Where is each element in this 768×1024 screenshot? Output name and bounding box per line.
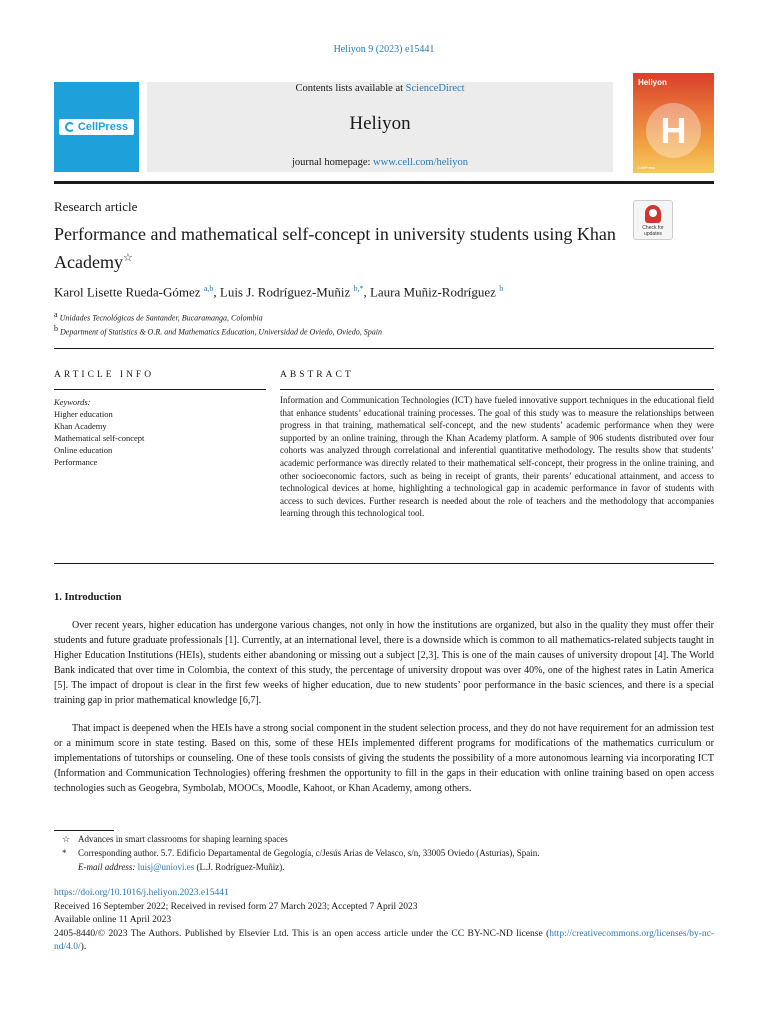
introduction-heading: 1. Introduction xyxy=(54,592,122,603)
keywords-block xyxy=(54,396,266,468)
author-list: Karol Lisette Rueda-Gómez $^{a,b}$, Luis J. Rodríguez-Muñiz $^{b,*}$, Laura Muñiz-Rodríguez $^b$ xyxy=(54,284,504,300)
email-link[interactable]: luisj@uniovi.es xyxy=(137,862,195,872)
section-divider xyxy=(54,563,714,564)
author-name[interactable]: Luis J. Rodríguez-Muñiz xyxy=(219,284,351,300)
journal-masthead xyxy=(54,73,714,173)
running-head[interactable]: Heliyon 9 (2023) e15441 xyxy=(333,44,435,55)
doi-line xyxy=(54,887,714,900)
license-statement: 2405-8440/© 2023 The Authors. Published by Elsevier Ltd. This is an open access article under the CC BY-NC-ND license (http://creativecommons.org/licenses/by-nc-nd/4.0/). xyxy=(54,929,715,952)
abstract-heading: ABSTRACT xyxy=(280,370,354,380)
author-affiliation-mark[interactable]: b xyxy=(499,284,504,293)
crossmark-icon xyxy=(645,205,661,223)
title-footnote-mark[interactable]: ☆ xyxy=(122,252,133,264)
author-name[interactable]: Karol Lisette Rueda-Gómez xyxy=(54,284,201,300)
journal-cover-image[interactable] xyxy=(633,73,714,173)
body-paragraph: That impact is deepened when the HEIs have a strong social component in the student selection process, and they do not have requirement for an admission test or a minimum score in state testing. Based on this, some of these HEIs implemented different programs for modifications of the mathematics curriculum or implementations of tutorships or counseling. One of these tools consists of giving the students the possibility of a more autonomous learning via incorporating ICT (Information and Communication Technologies) offering freshmen the opportunity to fill in the gaps in their education with online training based on open access technologies such as Geogebra, Symbolab, MOOCs, Moodle, Kahoot, or Khan Academy, among others. xyxy=(54,723,714,794)
footnote-text: Advances in smart classrooms for shaping learning spaces xyxy=(78,834,288,844)
publisher-logo-box[interactable] xyxy=(54,82,139,172)
license-text: 2405-8440/© 2023 The Authors. Published by Elsevier Ltd. This is an open access article under the CC BY-NC-ND license xyxy=(54,929,543,939)
footnote-text: Corresponding author. 5.7. Edificio Departamental de Gegología, c/Jesús Arias de Velasco, s/n, 33005 Oviedo (Asturias), Spain. xyxy=(78,848,540,858)
abstract-text: Information and Communication Technologies (ICT) have fueled innovative support techniques in the educational field that enhance students’ educational training processes. The goal of this study was to measure the relationships between progress in that training, mathematical self-concept, and the new students’ academic performance when they were supported by an online training, through the Khan Academy platform. A sample of 906 students distributed over four cohorts was analyzed through correlational and inferential quantitative methodology. The results show that students’ academic performance was directly related to their mathematical self-concept, their progress in the online training, and other socioeconomic factors, such as being in receipt of grants, their parents’ educational attainment, and access to technological devices at home, highlighting a technological gap in academic performance in favor of students with access to such devices. Further research is needed about the role of teachers and the methodology that accompanies learning through this technological tool. xyxy=(280,395,714,519)
contents-prefix: Contents lists available at xyxy=(295,83,404,94)
affiliation-text: Department of Statistics & O.R. and Mathematics Education, Universidad de Oviedo, Oviedo, Spain xyxy=(60,327,382,337)
section-divider xyxy=(54,348,714,349)
keyword-item: Online education xyxy=(54,445,113,455)
footnote xyxy=(62,846,712,860)
cover-footer: CellPress xyxy=(638,165,656,170)
cover-emblem xyxy=(646,103,701,158)
footnote-mark: ☆ xyxy=(62,834,71,844)
keyword-item: Performance xyxy=(54,457,98,467)
check-for-updates-button[interactable] xyxy=(633,200,673,240)
sciencedirect-link[interactable]: ScienceDirect xyxy=(405,83,465,94)
body-paragraph: Over recent years, higher education has undergone various changes, not only in how the institutions are organized, but also in the quality they must offer their students and future graduate professionals [1]. Currently, at an international level, there is a downside which is common to all mathematics-related subjects taught in Higher Education Institutions (HEIs), students either abandoning or missing out a subject [2,3]. This is one of the main causes of university dropout [4]. The World Bank indicated that over time in Colombia, the context of this study, the percentage of university dropout was over 40%, one of the highest rates in Latin America [5]. The impact of dropout is clear in the first few weeks of higher education, due to new students’ poor performance in the basic sciences, and there is a special training gap in prior mathematical knowledge [6,7]. xyxy=(54,620,714,706)
author-affiliation-mark[interactable]: a,b xyxy=(203,284,214,293)
footnote-divider xyxy=(54,830,114,831)
received-dates: Received 16 September 2022; Received in revised form 27 March 2023; Accepted 7 April 2023 xyxy=(54,902,418,912)
keywords-label: Keywords: xyxy=(54,397,91,407)
keyword-item: Higher education xyxy=(54,409,113,419)
email-footnote xyxy=(62,860,712,874)
cellpress-c-icon xyxy=(65,122,75,132)
journal-info-box xyxy=(147,82,613,172)
journal-homepage-link[interactable]: www.cell.com/heliyon xyxy=(373,157,469,168)
affiliation xyxy=(54,310,714,323)
abstract-rule xyxy=(280,389,714,390)
license-close: ). xyxy=(80,941,87,952)
affiliation-text: Unidades Tecnológicas de Santander, Bucaramanga, Colombia xyxy=(59,313,263,323)
check-for-updates-label: Check for updates xyxy=(642,225,664,237)
author-affiliation-mark[interactable]: b,* xyxy=(353,284,364,293)
author-name[interactable]: Laura Muñiz-Rodríguez xyxy=(369,284,496,300)
article-type: Research article xyxy=(54,199,138,214)
affiliation-mark: a xyxy=(54,310,58,319)
available-online-date: Available online 11 April 2023 xyxy=(54,915,172,925)
doi-link[interactable]: https://doi.org/10.1016/j.heliyon.2023.e15441 xyxy=(54,888,229,898)
affiliation-mark: b xyxy=(54,324,58,333)
affiliation xyxy=(54,324,714,337)
article-info-rule xyxy=(54,389,266,390)
cellpress-logo-text: CellPress xyxy=(77,121,129,133)
contents-line xyxy=(147,83,613,94)
article-title-text: Performance and mathematical self-concept in university students using Khan Academy xyxy=(54,224,616,272)
footnote-mark: * xyxy=(62,848,67,858)
masthead-divider xyxy=(54,181,714,184)
email-owner: (L.J. Rodríguez-Muñiz). xyxy=(196,862,285,872)
keyword-item: Khan Academy xyxy=(54,421,107,431)
article-info-heading: ARTICLE INFO xyxy=(54,370,155,380)
email-label: E-mail address: xyxy=(78,862,136,872)
keyword-item: Mathematical self-concept xyxy=(54,433,145,443)
footnote xyxy=(62,832,712,846)
journal-name: Heliyon xyxy=(349,113,411,134)
article-title xyxy=(54,222,624,274)
cover-title: Heliyon xyxy=(638,78,667,87)
cover-letter: H xyxy=(660,109,687,151)
license-link[interactable]: http://creativecommons.org/licenses/by-nc-nd/4.0/ xyxy=(54,929,715,952)
homepage-line xyxy=(147,157,613,168)
cellpress-logo xyxy=(59,119,134,135)
homepage-prefix: journal homepage: xyxy=(291,157,371,168)
